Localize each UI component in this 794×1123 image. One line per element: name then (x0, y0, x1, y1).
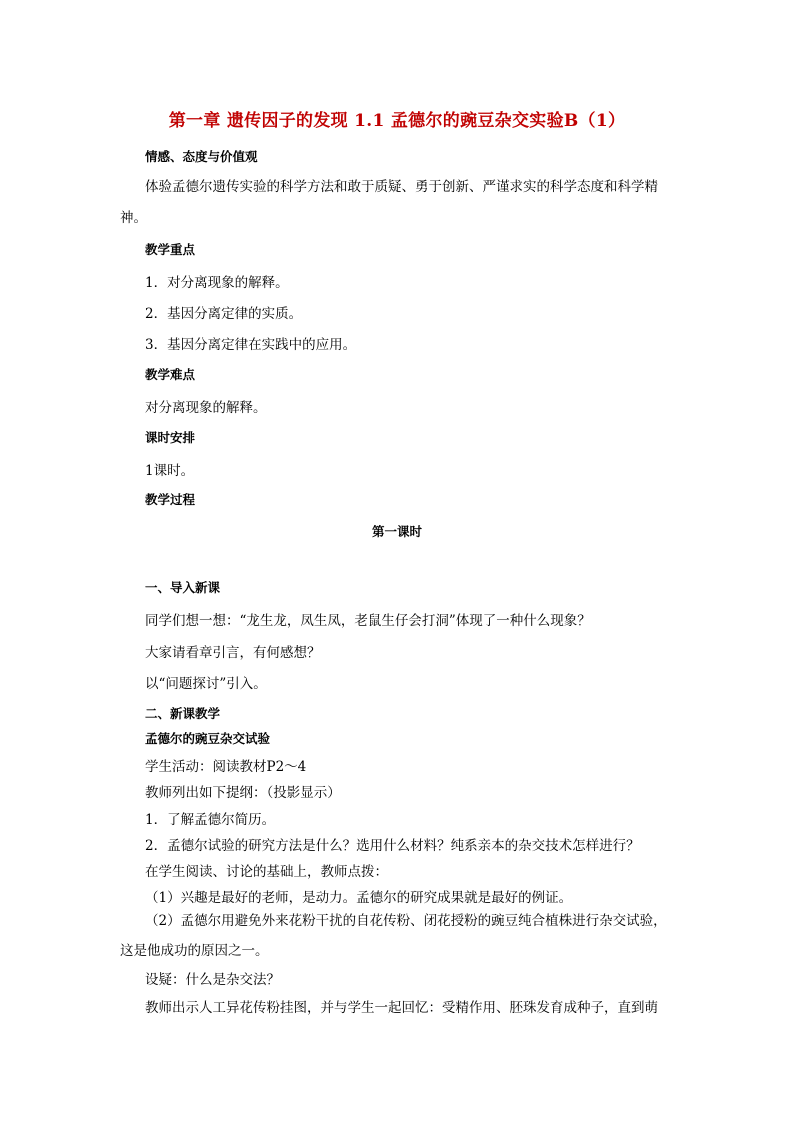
experiment-heading: 孟德尔的豌豆杂交试验 (145, 731, 271, 746)
intro-line: 以“问题探讨”引入。 (145, 676, 267, 692)
lesson-title: 第一课时 (371, 524, 422, 539)
key-point-item: 3．基因分离定律在实践中的应用。 (145, 337, 357, 353)
body-line: 2．孟德尔试验的研究方法是什么？选用什么材料？纯系亲本的杂交技术怎样进行？ (145, 838, 640, 854)
emotion-heading: 情感、态度与价值观 (145, 149, 258, 164)
difficulty-heading: 教学难点 (145, 367, 196, 382)
key-point-item: 1．对分离现象的解释。 (145, 275, 289, 291)
intro-line: 同学们想一想：“龙生龙，凤生凤，老鼠生仔会打洞”体现了一种什么现象？ (145, 613, 591, 629)
process-heading: 教学过程 (145, 492, 196, 507)
body-line: 教师出示人工异花传粉挂图，并与学生一起回忆：受精作用、胚珠发育成种子，直到萌 (145, 1000, 658, 1016)
key-point-item: 2．基因分离定律的实质。 (145, 306, 303, 322)
body-line: 学生活动：阅读教材P2～4 (145, 759, 307, 775)
intro-heading: 一、导入新课 (145, 580, 221, 595)
body-line: 1．了解孟德尔简历。 (145, 812, 276, 828)
question-line: 设疑：什么是杂交法？ (145, 972, 280, 988)
schedule-text: 1课时。 (145, 463, 195, 479)
key-points-heading: 教学重点 (145, 242, 196, 257)
difficulty-text: 对分离现象的解释。 (145, 400, 267, 416)
new-lesson-heading: 二、新课教学 (145, 706, 221, 721)
body-line: 在学生阅读、讨论的基础上，教师点拨： (145, 864, 388, 880)
intro-line: 大家请看章引言，有何感想？ (145, 645, 321, 661)
schedule-heading: 课时安排 (145, 430, 196, 445)
body-line: 教师列出如下提纲：（投影显示） (145, 785, 341, 801)
body-paragraph: （2）孟德尔用避免外来花粉干扰的自花传粉、闭花授粉的豌豆纯合植株进行杂交试验，这是他成功的原因之一。 (120, 913, 667, 959)
emotion-paragraph: 体验孟德尔遗传实验的科学方法和敢于质疑、勇于创新、严谨求实的科学态度和科学精神。 (120, 179, 658, 226)
body-line: （1）兴趣是最好的老师，是动力。孟德尔的研究成果就是最好的例证。 (145, 890, 573, 906)
document-title: 第一章 遗传因子的发现 1.1 孟德尔的豌豆杂交实验B（1） (168, 111, 626, 131)
